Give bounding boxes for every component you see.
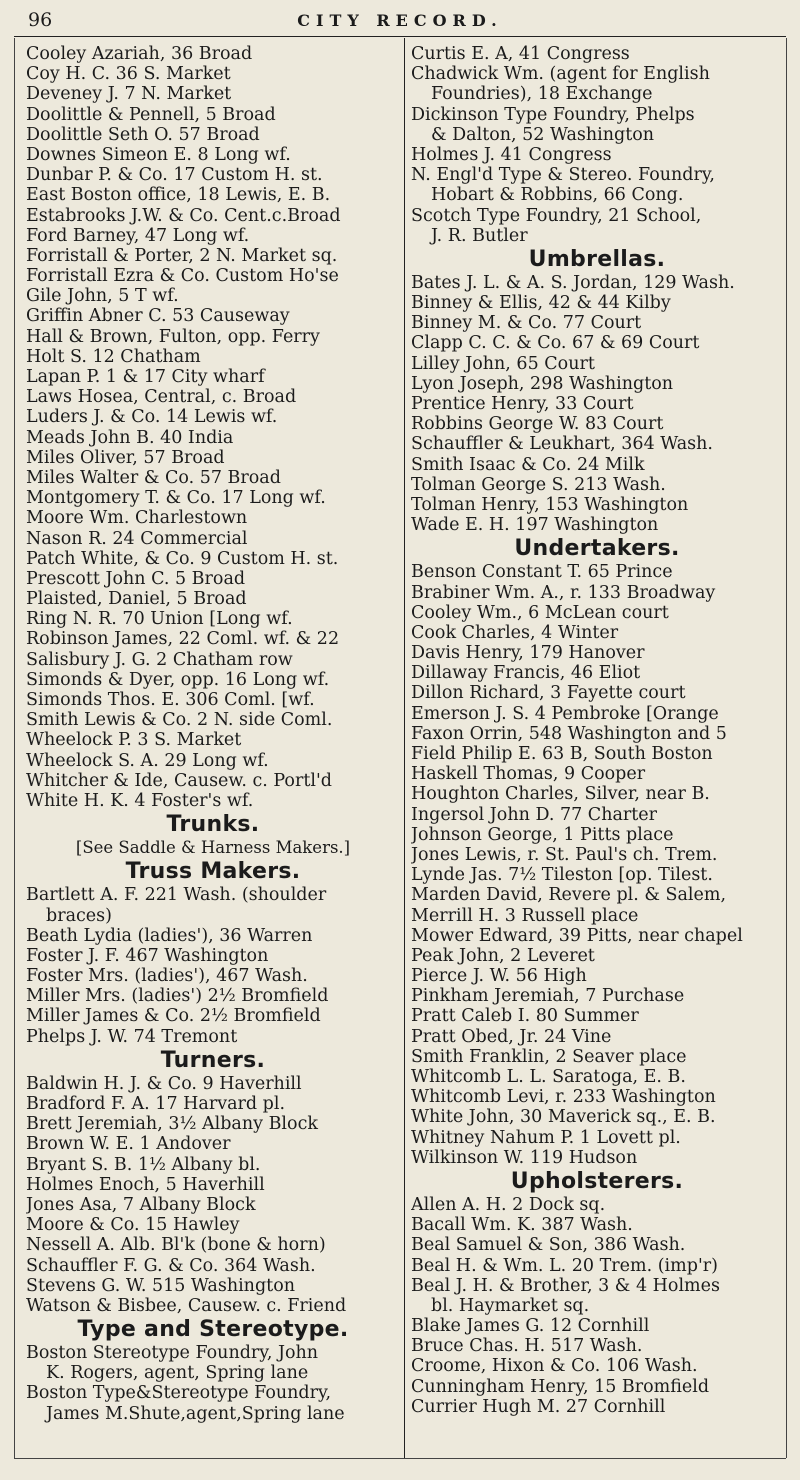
directory-entry-continuation: braces) xyxy=(46,905,112,926)
directory-entry: Robbins George W. 83 Court xyxy=(411,414,664,435)
directory-entry: Ingersol John D. 77 Charter xyxy=(411,804,658,825)
column-divider xyxy=(404,38,405,1458)
directory-entry: Emerson J. S. 4 Pembroke [Orange xyxy=(411,703,719,724)
directory-entry: Ring N. R. 70 Union [Long wf. xyxy=(26,609,293,630)
directory-entry: Wade E. H. 197 Washington xyxy=(411,515,659,536)
section-heading: Trunks. xyxy=(166,812,260,838)
directory-entry: Forristall & Porter, 2 N. Market sq. xyxy=(26,245,338,266)
directory-entry: Boston Stereotype Foundry, John xyxy=(26,1343,319,1364)
directory-entry: Boston Type&Stereotype Foundry, xyxy=(26,1383,332,1404)
section-heading: Upholsterers. xyxy=(510,1168,684,1194)
directory-entry: Downes Simeon E. 8 Long wf. xyxy=(26,144,291,165)
page-number: 96 xyxy=(28,9,53,31)
section-note: [See Saddle & Harness Makers.] xyxy=(75,838,351,858)
directory-entry: Beath Lydia (ladies'), 36 Warren xyxy=(26,925,313,946)
directory-entry: Lyon Joseph, 298 Washington xyxy=(411,373,674,394)
directory-entry: White H. K. 4 Foster's wf. xyxy=(26,790,254,811)
directory-entry: Pratt Caleb I. 80 Summer xyxy=(411,1006,639,1027)
directory-entry: Robinson James, 22 Coml. wf. & 22 xyxy=(26,629,340,650)
section-heading: Turners. xyxy=(160,1047,266,1073)
directory-entry: Miles Oliver, 57 Broad xyxy=(26,447,225,468)
directory-entry: White John, 30 Maverick sq., E. B. xyxy=(411,1107,716,1128)
directory-entry: Binney & Ellis, 42 & 44 Kilby xyxy=(411,293,671,314)
directory-entry: Holmes Enoch, 5 Haverhill xyxy=(26,1174,265,1195)
directory-entry: Hall & Brown, Fulton, opp. Ferry xyxy=(26,326,320,347)
directory-entry: Merrill H. 3 Russell place xyxy=(411,905,639,926)
section-heading: Truss Makers. xyxy=(125,859,301,885)
directory-entry: Whitcomb L. L. Saratoga, E. B. xyxy=(411,1067,686,1087)
directory-entry: Davis Henry, 179 Hanover xyxy=(411,643,645,664)
directory-entry: Johnson George, 1 Pitts place xyxy=(411,824,674,845)
directory-entry: Brett Jeremiah, 3½ Albany Block xyxy=(26,1114,318,1135)
directory-entry: Luders J. & Co. 14 Lewis wf. xyxy=(26,407,278,428)
directory-entry: Doolittle Seth O. 57 Broad xyxy=(26,124,260,145)
directory-entry: Smith Lewis & Co. 2 N. side Coml. xyxy=(26,710,333,731)
directory-entry: Whitcher & Ide, Causew. c. Portl'd xyxy=(26,770,332,791)
directory-entry: Schauffler F. G. & Co. 364 Wash. xyxy=(26,1255,316,1276)
left-column xyxy=(26,44,400,1424)
directory-entry: Griffin Abner C. 53 Causeway xyxy=(26,306,290,327)
directory-entry-continuation: Hobart & Robbins, 66 Cong. xyxy=(431,185,684,206)
directory-entry: Field Philip E. 63 B, South Boston xyxy=(411,744,713,764)
directory-entry: Baldwin H. J. & Co. 9 Haverhill xyxy=(26,1073,302,1094)
directory-entry: Moore Wm. Charlestown xyxy=(26,508,248,529)
directory-entry: Wheelock P. 3 S. Market xyxy=(26,730,242,751)
directory-entry: Marden David, Revere pl. & Salem, xyxy=(411,885,727,906)
directory-entry: Wilkinson W. 119 Hudson xyxy=(411,1147,638,1168)
directory-entry-continuation: J. R. Butler xyxy=(431,225,528,246)
directory-entry: Bates J. L. & A. S. Jordan, 129 Wash. xyxy=(411,272,735,293)
directory-entry: Bryant S. B. 1½ Albany bl. xyxy=(26,1154,261,1175)
directory-entry: Smith Isaac & Co. 24 Milk xyxy=(411,454,645,475)
directory-entry: Cooley Azariah, 36 Broad xyxy=(26,44,253,64)
directory-entry: Estabrooks J.W. & Co. Cent.c.Broad xyxy=(26,205,341,226)
directory-entry: Curtis E. A, 41 Congress xyxy=(411,44,630,64)
directory-entry: Peak John, 2 Leveret xyxy=(411,945,595,966)
directory-entry: Jones Lewis, r. St. Paul's ch. Trem. xyxy=(411,844,718,865)
directory-entry: Binney M. & Co. 77 Court xyxy=(411,313,642,334)
directory-entry: Dunbar P. & Co. 17 Custom H. st. xyxy=(26,165,323,186)
directory-entry: Mower Edward, 39 Pitts, near chapel xyxy=(411,925,743,946)
directory-entry: Bruce Chas. H. 517 Wash. xyxy=(411,1336,643,1357)
directory-entry: Blake James G. 12 Cornhill xyxy=(411,1316,650,1337)
directory-entry: Prentice Henry, 33 Court xyxy=(411,394,634,414)
directory-entry: Whitney Nahum P. 1 Lovett pl. xyxy=(411,1127,681,1148)
directory-entry: N. Engl'd Type & Stereo. Foundry, xyxy=(411,165,715,186)
directory-entry: Currier Hugh M. 27 Cornhill xyxy=(411,1396,666,1417)
directory-entry: Clapp C. C. & Co. 67 & 69 Court xyxy=(411,333,700,354)
directory-entry: Salisbury J. G. 2 Chatham row xyxy=(26,649,293,670)
directory-entry: Haskell Thomas, 9 Cooper xyxy=(411,764,646,785)
directory-entry: Watson & Bisbee, Causew. c. Friend xyxy=(26,1295,347,1316)
directory-entry: Plaisted, Daniel, 5 Broad xyxy=(26,589,247,610)
directory-entry: Pierce J. W. 56 High xyxy=(411,966,587,987)
running-title: CITY RECORD. xyxy=(297,11,503,30)
directory-page xyxy=(8,6,788,1472)
directory-entry: Wheelock S. A. 29 Long wf. xyxy=(26,750,269,771)
directory-entry: Miller Mrs. (ladies') 2½ Bromfield xyxy=(26,986,329,1007)
directory-entry: Tolman Henry, 153 Washington xyxy=(411,494,689,515)
directory-entry: Whitcomb Levi, r. 233 Washington xyxy=(411,1087,716,1108)
directory-entry: Brabiner Wm. A., r. 133 Broadway xyxy=(411,582,716,603)
page-header xyxy=(14,6,786,37)
directory-entry: Tolman George S. 213 Wash. xyxy=(411,474,666,495)
directory-entry: Nason R. 24 Commercial xyxy=(26,528,248,549)
section-heading: Umbrellas. xyxy=(528,246,666,272)
directory-entry: Houghton Charles, Silver, near B. xyxy=(411,784,710,805)
directory-entry: Dickinson Type Foundry, Phelps xyxy=(411,104,695,125)
right-border-rule xyxy=(786,38,787,1458)
directory-entry: Foster Mrs. (ladies'), 467 Wash. xyxy=(26,966,308,987)
directory-entry: Ford Barney, 47 Long wf. xyxy=(26,225,250,246)
directory-entry: Bacall Wm. K. 387 Wash. xyxy=(411,1215,633,1236)
directory-entry: Bartlett A. F. 221 Wash. (shoulder xyxy=(26,885,327,906)
directory-entry: Jones Asa, 7 Albany Block xyxy=(26,1194,256,1215)
directory-entry-continuation: James M.Shute,agent,Spring lane xyxy=(46,1403,345,1424)
directory-entry: Montgomery T. & Co. 17 Long wf. xyxy=(26,488,326,509)
directory-entry-continuation: Foundries), 18 Exchange xyxy=(431,84,653,105)
directory-entry-continuation: & Dalton, 52 Washington xyxy=(431,124,655,145)
directory-entry: Patch White, & Co. 9 Custom H. st. xyxy=(26,548,339,569)
directory-entry: Brown W. E. 1 Andover xyxy=(26,1134,231,1155)
directory-entry: Benson Constant T. 65 Prince xyxy=(411,562,673,583)
directory-entry: Doolittle & Pennell, 5 Broad xyxy=(26,104,276,125)
directory-entry: Faxon Orrin, 548 Washington and 5 xyxy=(411,723,727,744)
directory-entry-continuation: bl. Haymarket sq. xyxy=(431,1295,590,1316)
directory-entry: Cunningham Henry, 15 Bromfield xyxy=(411,1376,710,1397)
directory-entry: Holmes J. 41 Congress xyxy=(411,144,612,165)
directory-entry: Schauffler & Leukhart, 364 Wash. xyxy=(411,434,713,455)
directory-entry: Deveney J. 7 N. Market xyxy=(26,84,232,105)
directory-entry: Miles Walter & Co. 57 Broad xyxy=(26,467,281,488)
directory-entry: Pratt Obed, Jr. 24 Vine xyxy=(411,1026,612,1047)
directory-entry: Prescott John C. 5 Broad xyxy=(26,568,246,589)
directory-entry: Lilley John, 65 Court xyxy=(411,353,595,374)
directory-entry: Coy H. C. 36 S. Market xyxy=(26,64,231,85)
directory-entry: Beal J. H. & Brother, 3 & 4 Holmes xyxy=(411,1275,720,1296)
directory-entry: Forristall Ezra & Co. Custom Ho'se xyxy=(26,266,339,287)
right-column xyxy=(411,44,783,1417)
directory-entry: Lapan P. 1 & 17 City wharf xyxy=(26,367,265,387)
directory-entry: Miller James & Co. 2½ Bromfield xyxy=(26,1006,321,1027)
directory-entry: Lynde Jas. 7½ Tileston [op. Tilest. xyxy=(411,865,713,886)
section-heading: Type and Stereotype. xyxy=(77,1317,349,1343)
directory-entry: Phelps J. W. 74 Tremont xyxy=(26,1026,238,1047)
directory-entry: Laws Hosea, Central, c. Broad xyxy=(26,387,297,408)
directory-entry-continuation: K. Rogers, agent, Spring lane xyxy=(46,1363,309,1384)
directory-entry: Beal Samuel & Son, 386 Wash. xyxy=(411,1235,686,1256)
bottom-border-rule xyxy=(14,1458,786,1459)
directory-entry: Foster J. F. 467 Washington xyxy=(26,945,269,966)
section-heading: Undertakers. xyxy=(514,536,680,562)
directory-entry: Cooley Wm., 6 McLean court xyxy=(411,602,669,623)
directory-entry: Dillon Richard, 3 Fayette court xyxy=(411,683,686,704)
directory-entry: Bradford F. A. 17 Harvard pl. xyxy=(26,1094,286,1114)
directory-entry: Moore & Co. 15 Hawley xyxy=(26,1215,240,1236)
directory-entry: Gile John, 5 T wf. xyxy=(26,286,179,307)
directory-entry: Scotch Type Foundry, 21 School, xyxy=(411,205,702,226)
directory-entry: Smith Franklin, 2 Seaver place xyxy=(411,1046,687,1067)
directory-entry: Cook Charles, 4 Winter xyxy=(411,622,619,643)
directory-entry: Croome, Hixon & Co. 106 Wash. xyxy=(411,1356,698,1377)
directory-entry: Allen A. H. 2 Dock sq. xyxy=(411,1194,606,1215)
directory-entry: Dillaway Francis, 46 Eliot xyxy=(411,663,641,684)
directory-entry: Holt S. 12 Chatham xyxy=(26,346,201,367)
directory-entry: Pinkham Jeremiah, 7 Purchase xyxy=(411,986,685,1007)
directory-entry: Simonds Thos. E. 306 Coml. [wf. xyxy=(26,690,315,710)
directory-entry: Beal H. & Wm. L. 20 Trem. (imp'r) xyxy=(411,1255,718,1276)
directory-entry: East Boston office, 18 Lewis, E. B. xyxy=(26,185,331,206)
directory-entry: Chadwick Wm. (agent for English xyxy=(411,64,710,85)
directory-entry: Stevens G. W. 515 Washington xyxy=(26,1275,295,1296)
directory-entry: Nessell A. Alb. Bl'k (bone & horn) xyxy=(26,1235,326,1256)
directory-entry: Meads John B. 40 India xyxy=(26,427,234,448)
directory-entry: Simonds & Dyer, opp. 16 Long wf. xyxy=(26,669,330,690)
left-border-rule xyxy=(14,38,15,1458)
